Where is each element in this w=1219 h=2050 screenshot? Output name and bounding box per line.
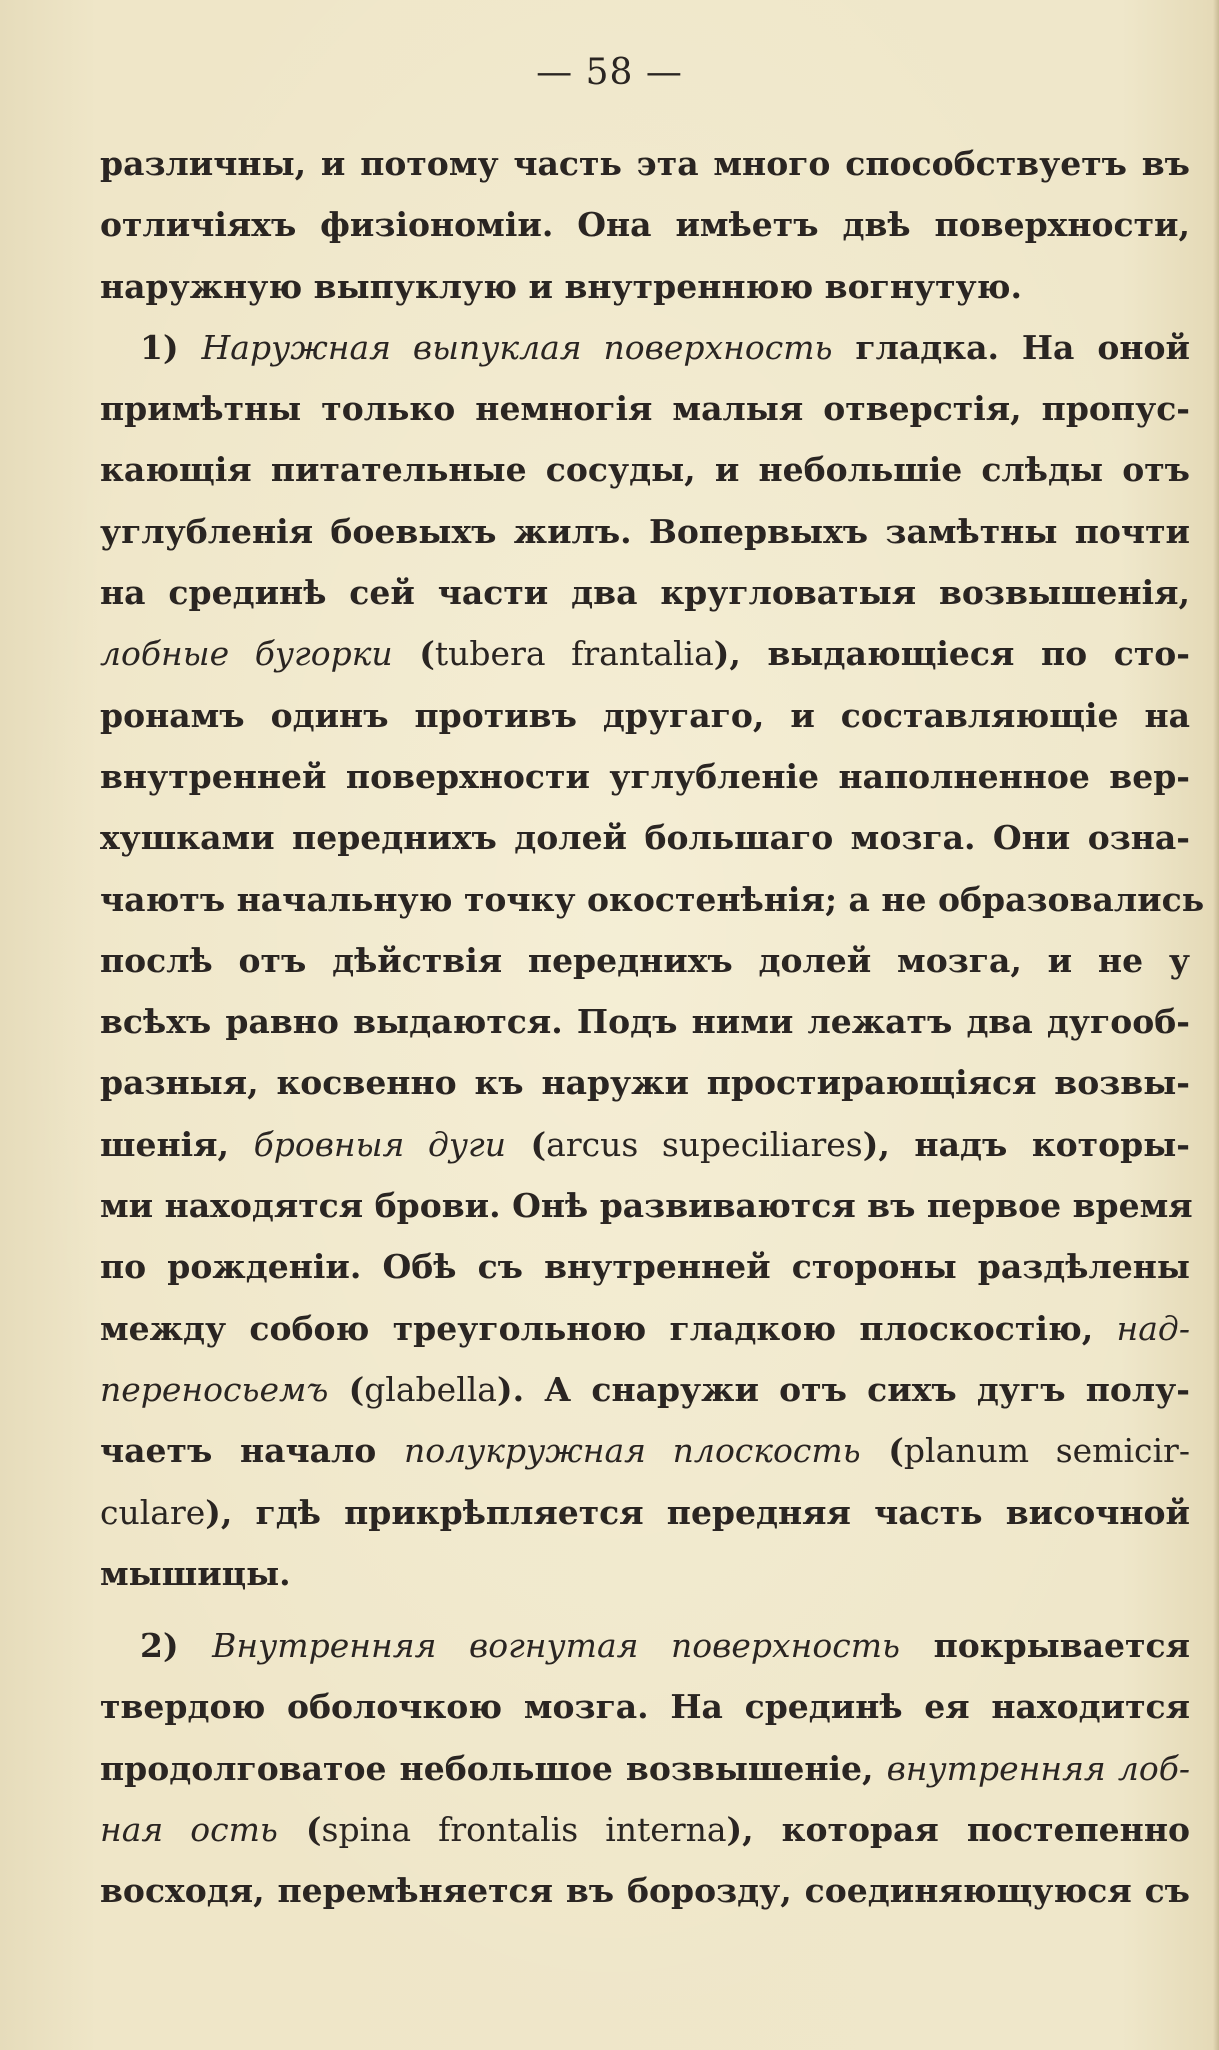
text-line: углубленія боевыхъ жилъ. Вопервыхъ замѣтны почти (100, 511, 1190, 551)
text-line: разныя, косвенно къ наружи простирающіяся возвы- (100, 1063, 1190, 1103)
latin-term: culare (100, 1492, 206, 1532)
body-text (100, 133, 1205, 1922)
term-italic: ная ость (100, 1810, 278, 1850)
text-line: ная ость (spina frontalis interna), которая постепенно (100, 1810, 1190, 1850)
text-line: внутренней поверхности углубленіе наполненное вер- (100, 756, 1190, 796)
text-line: между собою треугольною гладкою плоскостію, над- (100, 1308, 1190, 1348)
text-line: примѣтны только немногія малыя отверстія, пропус- (100, 389, 1190, 429)
latin-term: tubera frantalia (434, 634, 714, 674)
term-italic: полукружная плоскость (403, 1431, 861, 1471)
paragraph-2-start: 2) Внутренняя вогнутая поверхность покрывается (140, 1626, 1190, 1666)
text-line: всѣхъ равно выдаются. Подъ ними лежатъ два дугооб- (100, 1002, 1190, 1042)
text-line: на срединѣ сей части два кругловатыя возвышенія, (100, 573, 1190, 613)
text-line: culare), гдѣ прикрѣпляется передняя часть височной (100, 1492, 1190, 1532)
text-line: отличіяхъ физіономіи. Она имѣетъ двѣ поверхности, (100, 205, 1190, 245)
text-line: хушками переднихъ долей большаго мозга. Они озна- (100, 818, 1190, 858)
text-line: чаетъ начало полукружная плоскость (planum semicir- (100, 1431, 1190, 1471)
term-italic: Внутренняя вогнутая поверхность (212, 1626, 900, 1666)
text-line: послѣ отъ дѣйствія переднихъ долей мозга, и не у (100, 940, 1190, 980)
text-line: различны, и потому часть эта много способствуетъ въ (100, 144, 1190, 183)
text-line: лобные бугорки (tubera frantalia), выдающіеся по сто- (100, 634, 1191, 674)
text-line: твердою оболочкою мозга. На срединѣ ея находится (100, 1687, 1190, 1727)
term-italic: внутренняя лоб- (886, 1748, 1190, 1788)
latin-term: spina frontalis interna (321, 1810, 727, 1850)
text-line: по рожденіи. Обѣ съ внутренней стороны раздѣлены (100, 1247, 1190, 1287)
term-italic: переносьемъ (100, 1369, 329, 1409)
text-line: шенія, бровныя дуги (arcus supeciliares), надъ которы- (100, 1124, 1190, 1164)
text-line: мышицы. (100, 1553, 291, 1593)
term-italic: Наружная выпуклая поверхность (201, 327, 833, 367)
paragraph-1-start: 1) Наружная выпуклая поверхность гладка. На оной (140, 327, 1190, 367)
text-line: чаютъ начальную точку окостенѣнія; а не образовались (100, 879, 1205, 919)
term-italic: лобные бугорки (100, 634, 393, 674)
term-italic: над- (1116, 1308, 1190, 1348)
text-line: наружную выпуклую и внутреннюю вогнутую. (100, 266, 1023, 306)
page-number: — 58 — (536, 52, 683, 93)
text-line: кающія питательные сосуды, и небольшіе слѣды отъ (100, 450, 1190, 490)
latin-term: planum semicir- (903, 1431, 1190, 1471)
page-edge-shadow (1213, 0, 1219, 2050)
text-line: ми находятся брови. Онѣ развиваются въ первое время (100, 1186, 1193, 1226)
text-line: ронамъ одинъ противъ другаго, и составляющіе на (100, 695, 1190, 735)
text-line: восходя, перемѣняется въ борозду, соединяющуюся съ (100, 1871, 1190, 1911)
text-line: продолговатое небольшое возвышеніе, внутренняя лоб- (100, 1748, 1190, 1788)
latin-term: glabella (364, 1369, 497, 1409)
latin-term: arcus supeciliares (546, 1124, 863, 1164)
text-line: переносьемъ (glabella). А снаружи отъ сихъ дугъ полу- (100, 1369, 1190, 1409)
term-italic: бровныя дуги (253, 1124, 506, 1164)
